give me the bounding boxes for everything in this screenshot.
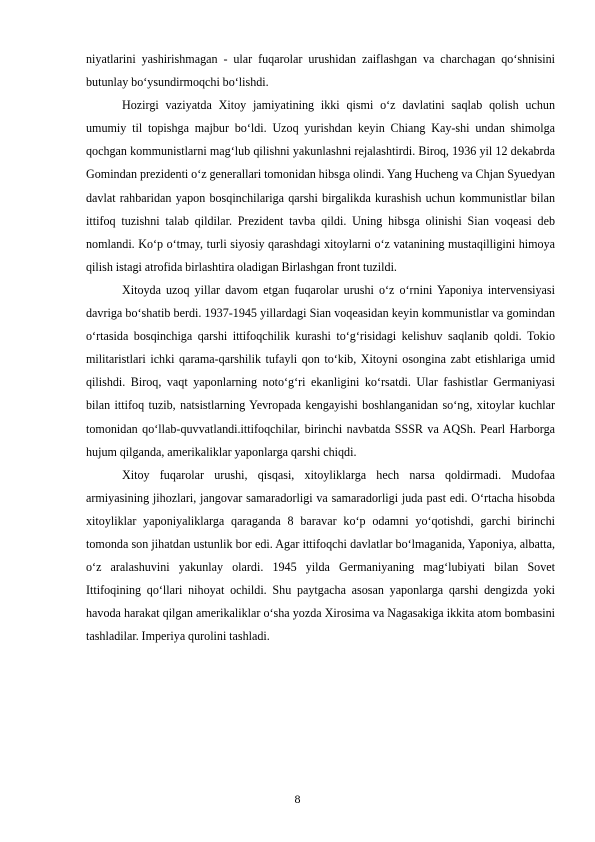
paragraph-united-front: Hozirgi vaziyatda Xitoy jamiyatining ikki qismi o‘z davlatini saqlab qolish uchun umumiy til topishga majbur bo‘ldi. Uzoq yurishdan keyin Chiang Kay-shi undan shimolga qochgan kommunistlarni mag‘lub qilishni yakunlashni rejalashtirdi. Biroq, 1936 yil 12 dekabrda Gomindan prezidenti o‘z generallari tomonidan hibsga olindi. Yang Hucheng va Chjan Syuedyan davlat rahbaridan yapon bosqinchilariga qarshi birgalikda kurashish uchun kommunistlar bilan ittifoq tuzishni talab qildilar. Prezident tavba qildi. Uning hibsga olinishi Sian voqeasi deb nomlandi. Ko‘p o‘tmay, turli siyosiy qarashdagi xitoylarni o‘z vatanining mustaqilligini himoya qilish istagi atrofida birlashtira oladigan Birlashgan front tuzildi. [86,98,555,274]
paragraph-continuation: niyatlarini yashirishmagan - ular fuqarolar urushidan zaiflashgan va charchagan qo‘shnisini butunlay bo‘ysundirmoqchi bo‘lishdi. [86,52,555,90]
document-page [86,48,555,648]
paragraph-war-outcome: Xitoy fuqarolar urushi, qisqasi, xitoyliklarga hech narsa qoldirmadi. Mudofaa armiyasining jihozlari, jangovar samaradorligi va samaradorligi juda past edi. O‘rtacha hisobda xitoyliklar yaponiyaliklarga qaraganda 8 baravar ko‘p odamni yo‘qotishdi, garchi birinchi tomonda son jihatdan ustunlik bor edi. Agar ittifoqchi davlatlar bo‘lmaganida, Yaponiya, albatta, o‘z aralashuvini yakunlay olardi. 1945 yilda Germaniyaning mag‘lubiyati bilan Sovet Ittifoqining qo‘llari nihoyat ochildi. Shu paytgacha asosan yaponlarga qarshi dengizda yoki havoda harakat qilgan amerikaliklar o‘sha yozda Xirosima va Nagasakiga ikkita atom bombasini tashladilar. Imperiya qurolini tashladi. [86,467,555,644]
page-number: 8 [294,792,301,806]
paragraph-japan-intervention: Xitoyda uzoq yillar davom etgan fuqarolar urushi o‘z o‘rnini Yaponiya intervensiyasi davriga bo‘shatib berdi. 1937-1945 yillardagi Sian voqeasidan keyin kommunistlar va gomindan o‘rtasida bosqinchiga qarshi ittifoqchilik kurashi to‘g‘risidagi kelishuv saqlanib qoldi. Tokio militaristlari ichki qarama-qarshilik tufayli qon to‘kib, Xitoyni osongina zabt etishlariga umid qilishdi. Biroq, vaqt yaponlarning noto‘g‘ri ekanligini ko‘rsatdi. Ular fashistlar Germaniyasi bilan ittifoq tuzib, natsistlarning Yevropada kengayishi boshlanganidan so‘ng, xitoylar kuchlar tomonidan qo‘llab-quvvatlandi.ittifoqchilar, birinchi navbatda SSSR va AQSh. Pearl Harborga hujum qilganda, amerikaliklar yaponlarga qarshi chiqdi. [86,282,555,459]
